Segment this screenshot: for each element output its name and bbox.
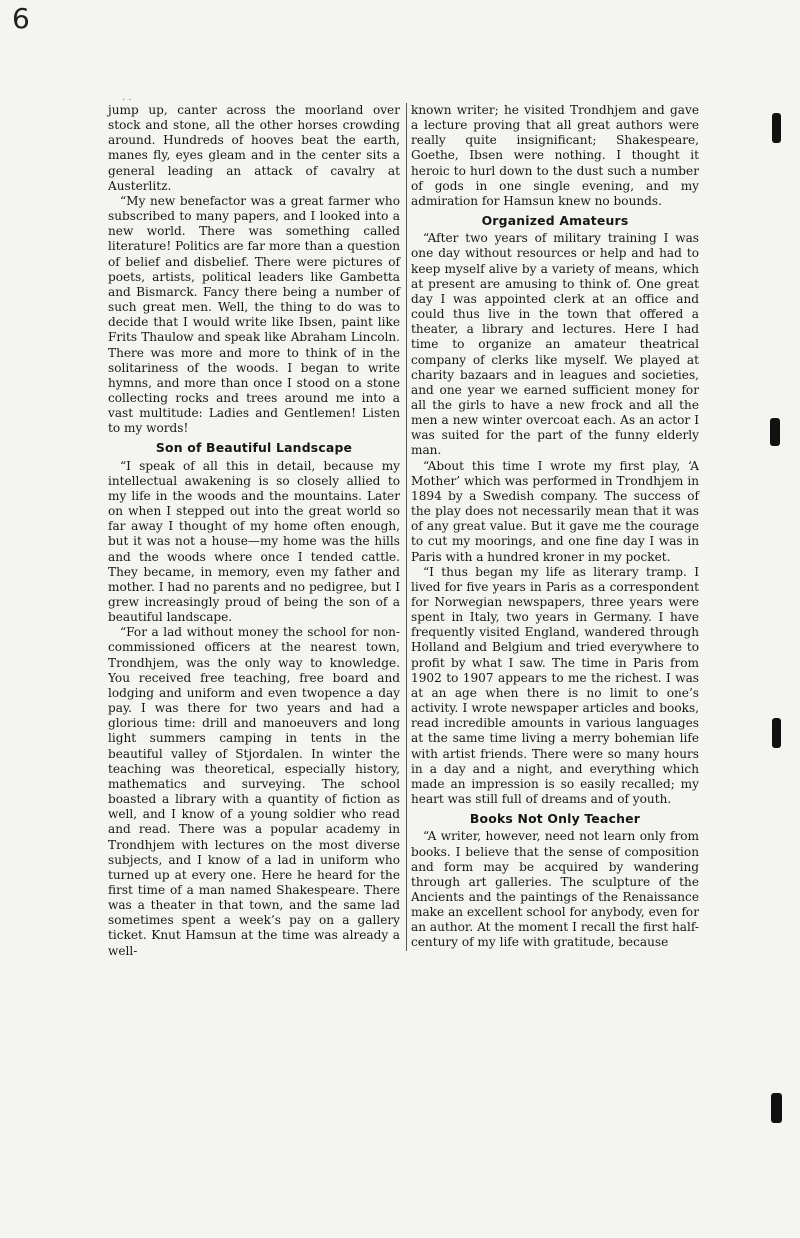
binding-mark <box>771 1093 782 1123</box>
binding-mark <box>772 113 781 143</box>
left-column <box>108 103 400 959</box>
section-heading: Books Not Only Teacher <box>469 811 641 827</box>
section-heading: Son of Beautiful Landscape <box>155 440 353 456</box>
section-heading: Organized Amateurs <box>481 213 629 229</box>
paragraph: “For a lad without money the school for non-commissioned officers at the nearest town, Trondhjem, was the only way to knowledge. You received free teaching, free board and lodging and uniform and even twopence a day pay. I was there for two years and had a glorious time: drill and manoeuvers and long light summers camping in tents in the beautiful valley of Stjordalen. In winter the teaching was theoretical, especially history, mathematics and surveying. The school boasted a library with a quantity of fiction as well, and I know of a young soldier who read and read. There was a popular academy in Trondhjem with lectures on the most diverse subjects, and I know of a lad in uniform who turned up at every one. Here he heard for the first time of a man named Shakespeare. There was a theater in that town, and the same lad sometimes spent a week’s pay on a gallery ticket. Knut Hamsun at the time was already a well- <box>108 625 400 958</box>
page-number: 6 <box>12 2 30 35</box>
scan-speck: · · <box>122 95 132 106</box>
paragraph: “I thus began my life as literary tramp. I lived for five years in Paris as a correspondent for Norwegian newspapers, three years were spent in Italy, two years in Germany. I have frequently visited England, wandered through Holland and Belgium and tried everywhere to profit by what I saw. The time in Paris from 1902 to 1907 appears to me the richest. I was at an age when there is no limit to one’s activity. I wrote newspaper articles and books, read incredible amounts in various languages at the same time living a merry bohemian life with artist friends. There were so many hours in a day and a night, and everything which made an impression is so easily recalled; my heart was still full of dreams and of youth. <box>411 564 699 807</box>
paragraph: “I speak of all this in detail, because my intellectual awakening is so closely allied to my life in the woods and the mountains. Later on when I stepped out into the great world so far away I thought of my home often enough, but it was not a house—my home was the hills and the woods where once I tended cattle. They became, in memory, even my father and mother. I had no parents and no pedigree, but I grew increasingly proud of being the son of a beautiful landscape. <box>108 458 400 625</box>
binding-mark <box>772 718 781 748</box>
paragraph: “My new benefactor was a great farmer who subscribed to many papers, and I looked into a new world. There was something called literature! Politics are far more than a question of belief and disbelief. There were pictures of poets, artists, political leaders like Gambetta and Bismarck. Fancy there being a number of such great men. Well, the thing to do was to decide that I would write like Ibsen, paint like Frits Thaulow and speak like Abraham Lincoln. There was more and more to think of in the solitariness of the woods. I began to write hymns, and more than once I stood on a stone collecting rocks and trees around me into a vast multitude: Ladies and Gentlemen! Listen to my words! <box>108 193 400 436</box>
binding-mark <box>770 418 780 446</box>
right-column <box>406 103 699 951</box>
paragraph: “After two years of military training I was one day without resources or help and had to keep myself alive by a variety of means, which at present are amusing to think of. One great day I was appointed clerk at an office and could thus live in the town that offered a theater, a library and lectures. Here I had time to organize an amateur theatrical company of clerks like myself. We played at charity bazaars and in leagues and societies, and one year we earned sufficient money for all the girls to have a new frock and all the men a new winter overcoat each. As an actor I was suited for the part of the funny elderly man. <box>411 231 699 458</box>
paragraph: jump up, canter across the moorland over stock and stone, all the other horses crowding around. Hundreds of hooves beat the earth, manes fly, eyes gleam and in the center sits a general leading an attack of cavalry at Austerlitz. <box>108 103 400 193</box>
paragraph: known writer; he visited Trondhjem and gave a lecture proving that all great authors were really quite insignificant; Shakespeare, Goethe, Ibsen were nothing. I thought it heroic to hurl down to the dust such a number of gods in one single evening, and my admiration for Hamsun knew no bounds. <box>411 103 699 208</box>
paragraph: “About this time I wrote my first play, ‘A Mother’ which was performed in Trondhjem in 1894 by a Swedish company. The success of the play does not necessarily mean that it was of any great value. But it gave me the courage to cut my moorings, and one fine day I was in Paris with a hundred kroner in my pocket. <box>411 458 699 564</box>
paragraph: “A writer, however, need not learn only from books. I believe that the sense of composition and form may be acquired by wandering through art galleries. The sculpture of the Ancients and the paintings of the Renaissance make an excellent school for anybody, even for an author. At the moment I recall the first half-century of my life with gratitude, because <box>411 829 699 950</box>
